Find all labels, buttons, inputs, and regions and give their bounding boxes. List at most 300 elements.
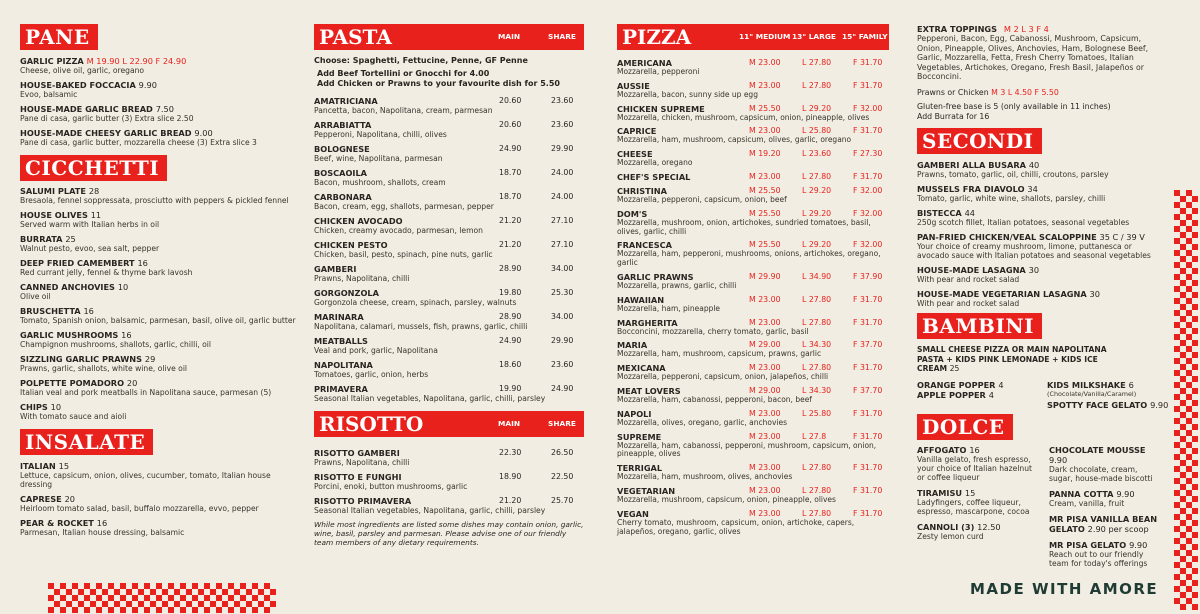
pizza-row	[617, 172, 889, 182]
cicchetti-item-desc: Bresaola, fennel soppressata, prosciutto with peppers & pickled fennel	[20, 196, 289, 205]
cicchetti-item-name-line	[20, 354, 300, 364]
pane-item	[20, 128, 300, 147]
pasta-col-share: SHARE	[548, 32, 576, 41]
pizza-price-medium: M 29.00	[749, 385, 781, 395]
pane-item-desc: Pane di casa, garlic butter (3) Extra slice 2.50	[20, 114, 194, 123]
checkered-border-right	[1174, 190, 1198, 610]
pizza-price-family: F 32.00	[853, 103, 883, 113]
pasta-row	[314, 264, 584, 283]
insalate-item-name: CAPRESE	[20, 494, 62, 504]
pizza-price-medium: M 23.00	[749, 317, 781, 327]
risotto-item-share-price: 26.50	[551, 448, 574, 457]
pizza-row	[617, 486, 889, 505]
orange-popper-name: ORANGE POPPER	[917, 379, 996, 390]
secondi-item-desc: Tomato, garlic, white wine, shallots, parsley, chilli	[917, 194, 1106, 203]
insalate-item-name: PEAR & ROCKET	[20, 518, 94, 528]
cicchetti-item-name: POLPETTE POMADORO	[20, 378, 125, 388]
bambini-combo-price: 25	[949, 364, 960, 373]
pizza-price-family: F 32.00	[853, 208, 883, 218]
cicchetti-item-name: HOUSE OLIVES	[20, 210, 88, 220]
secondi-list	[917, 160, 1162, 308]
insalate-item-price: 15	[58, 461, 70, 471]
pizza-item-name: NAPOLI	[617, 408, 652, 419]
burrata-note: Add Burrata for 16	[917, 111, 990, 121]
pizza-heading: PIZZA	[622, 25, 692, 49]
pasta-item-name: ARRABIATTA	[314, 120, 372, 130]
pizza-item-name: GARLIC PRAWNS	[617, 271, 694, 282]
cicchetti-item-name-line	[20, 186, 300, 196]
pizza-price-medium: M 23.00	[749, 431, 781, 441]
dolce-item-name: TIRAMISU	[917, 487, 963, 498]
dolce-item-desc: Vanilla gelato, fresh espresso, your choice of Italian hazelnut or coffee liqueur	[917, 454, 1033, 482]
pasta-item-main-price: 28.90	[499, 264, 522, 273]
cicchetti-item-name: CHIPS	[20, 402, 48, 412]
dolce-item-name-line	[1049, 445, 1159, 465]
pizza-price-medium: M 25.50	[749, 103, 781, 113]
extra-toppings-list: Pepperoni, Bacon, Egg, Cabanossi, Mushroom, Capsicum, Onion, Pineapple, Olives, Anchovies, Ham, Bolognese Beef, Garlic, Mozzarella, Fetta, Fresh Cherry Tomatoes, Italian Vegetables, Artichokes, Oregano, Fresh Basil, Jalapeños or Bocconcini.	[917, 34, 1149, 81]
pizza-item-name: VEGAN	[617, 508, 649, 519]
pasta-header-bar	[314, 24, 584, 50]
pizza-price-medium: M 23.00	[749, 463, 781, 473]
risotto-note: While most ingredients are listed some dishes may contain onion, garlic, wine, basil, parsley and parmesan. Please advise one of our friendly team members of any dietary requirements.	[314, 520, 584, 547]
pizza-item-name: AMERICANA	[617, 58, 672, 68]
pizza-price-medium: M 25.50	[749, 208, 781, 218]
pasta-row	[314, 360, 584, 379]
pizza-price-family: F 37.70	[853, 385, 883, 395]
pasta-add-2: Add Chicken or Prawns to your favourite dish for 5.50	[317, 79, 560, 88]
pasta-item-share-price: 27.10	[551, 240, 574, 249]
dolce-item-price: 9.90	[1116, 488, 1135, 499]
pasta-item-main-price: 18.60	[499, 360, 522, 369]
insalate-item	[20, 461, 300, 489]
pasta-item-desc: Seasonal Italian vegetables, Napolitana, garlic, chilli, parsley	[314, 394, 546, 403]
pizza-price-large: L 29.20	[802, 103, 832, 113]
dolce-item-name-line	[917, 445, 1041, 455]
secondi-item-name-line	[917, 289, 1162, 299]
cicchetti-item	[20, 402, 300, 421]
pizza-price-family: F 31.70	[853, 431, 883, 441]
insalate-item-name-line	[20, 518, 300, 528]
dolce-item-name-line	[917, 522, 1041, 532]
pizza-price-family: F 37.90	[853, 271, 883, 281]
secondi-item-price: 44	[964, 208, 975, 218]
dolce-item-name: AFFOGATO	[917, 444, 967, 455]
cicchetti-item	[20, 234, 300, 253]
pizza-item-name: CHEF'S SPECIAL	[617, 171, 691, 182]
pizza-price-medium: M 23.00	[749, 80, 781, 90]
cicchetti-item-price: 20	[126, 378, 138, 388]
pane-item-name-line	[20, 104, 300, 114]
risotto-row	[314, 496, 584, 515]
pasta-item-desc: Napolitana, calamari, mussels, fish, prawns, garlic, chilli	[314, 322, 528, 331]
secondi-item-desc: Your choice of creamy mushroom, limone, puttanesca or avocado sauce with Italian potatoes and seasonal vegetables	[917, 242, 1151, 260]
pasta-row	[314, 384, 584, 403]
pasta-row	[314, 288, 584, 307]
cicchetti-item-name: DEEP FRIED CAMEMBERT	[20, 258, 135, 268]
pane-item-name-line	[20, 128, 300, 138]
pane-item-price: 9.90	[138, 80, 157, 90]
cicchetti-item-name: GARLIC MUSHROOMS	[20, 330, 119, 340]
pasta-item-share-price: 29.90	[551, 144, 574, 153]
cicchetti-item	[20, 330, 300, 349]
pizza-item-desc: Mozzarella, ham, cabanossi, pepperoni, mushroom, capsicum, onion, pineapple, olives	[617, 440, 877, 459]
pane-item-name: HOUSE-MADE CHEESY GARLIC BREAD	[20, 128, 192, 138]
pizza-row	[617, 386, 889, 405]
pasta-item-desc: Tomatoes, garlic, onion, herbs	[314, 370, 429, 379]
risotto-item-name: RISOTTO GAMBERI	[314, 448, 400, 458]
pane-list	[20, 56, 300, 147]
secondi-item-name: BISTECCA	[917, 208, 962, 218]
pizza-price-medium: M 23.00	[749, 408, 781, 418]
pasta-item-share-price: 34.00	[551, 264, 574, 273]
pizza-item-desc: Bocconcini, mozzarella, cherry tomato, garlic, basil	[617, 326, 809, 336]
secondi-item-name: HOUSE-MADE VEGETARIAN LASAGNA	[917, 289, 1087, 299]
cicchetti-item-desc: Red currant jelly, fennel & thyme bark lavosh	[20, 268, 193, 277]
pizza-price-family: F 32.00	[853, 185, 883, 195]
risotto-col-share: SHARE	[548, 419, 576, 428]
bambini-extras	[917, 379, 1169, 412]
spotty-face-gelato-price: 9.90	[1150, 399, 1169, 410]
pizza-item-desc: Mozzarella, ham, mushroom, capsicum, prawns, garlic	[617, 349, 822, 359]
dolce-item-desc: Reach out to our friendly team for today's offerings	[1049, 549, 1148, 568]
pizza-col-medium: 11" MEDIUM	[739, 32, 791, 41]
risotto-row	[314, 472, 584, 491]
cicchetti-item-price: 16	[137, 258, 148, 268]
risotto-list	[314, 448, 584, 515]
apple-popper-name: APPLE POPPER	[917, 389, 986, 400]
insalate-item	[20, 518, 300, 537]
pizza-price-family: F 27.30	[853, 149, 883, 159]
risotto-item-desc: Prawns, Napolitana, chilli	[314, 458, 410, 467]
orange-popper	[917, 380, 1004, 390]
pasta-item-desc: Gorgonzola cheese, cream, spinach, parsley, walnuts	[314, 298, 517, 307]
column-1	[20, 0, 300, 542]
insalate-item-desc: Lettuce, capsicum, onion, olives, cucumber, tomato, Italian house dressing	[20, 471, 271, 489]
pizza-price-family: F 31.70	[853, 363, 883, 373]
dolce-item	[1049, 445, 1159, 483]
pasta-item-desc: Veal and pork, garlic, Napolitana	[314, 346, 438, 355]
pasta-item-desc: Prawns, Napolitana, chilli	[314, 274, 410, 283]
pane-item-name-line	[20, 80, 300, 90]
extra-toppings-title	[917, 24, 1162, 34]
secondi-item	[917, 265, 1162, 284]
pane-item-desc: Pane di casa, garlic butter, mozzarella cheese (3) Extra slice 3	[20, 138, 257, 147]
dolce-item-price: 16	[969, 444, 980, 455]
pasta-item-main-price: 18.70	[499, 192, 522, 201]
pizza-price-large: L 25.80	[802, 408, 832, 418]
pasta-row	[314, 120, 584, 139]
pizza-list	[617, 58, 889, 536]
kids-milkshake	[1047, 380, 1134, 390]
pasta-row	[314, 240, 584, 259]
risotto-item-desc: Porcini, enoki, button mushrooms, garlic	[314, 482, 468, 491]
pasta-item-name: GAMBERI	[314, 264, 357, 274]
pasta-item-name: AMATRICIANA	[314, 96, 378, 106]
pizza-item-desc: Mozzarella, ham, mushroom, olives, anchovies	[617, 472, 793, 482]
pizza-price-family: F 31.70	[853, 463, 883, 473]
cicchetti-item	[20, 354, 300, 373]
pizza-item-name: CAPRICE	[617, 126, 657, 137]
pizza-price-family: F 31.70	[853, 408, 883, 418]
pizza-item-desc: Mozzarella, pepperoni, capsicum, onion, jalapeños, chilli	[617, 372, 829, 382]
pizza-row	[617, 295, 889, 314]
pizza-item-name: DOM'S	[617, 208, 648, 219]
dolce-item-name-line	[1049, 514, 1159, 534]
pasta-row	[314, 336, 584, 355]
pizza-item-desc: Mozzarella, ham, pineapple	[617, 303, 721, 313]
pizza-price-large: L 29.20	[802, 185, 832, 195]
pizza-price-large: L 27.80	[802, 317, 832, 327]
secondi-item-name-line	[917, 184, 1162, 194]
secondi-item-price: 40	[1028, 160, 1040, 170]
cicchetti-heading: CICCHETTI	[20, 155, 167, 181]
bambini-combo	[917, 345, 1117, 374]
pizza-item-name: MARGHERITA	[617, 317, 678, 328]
pizza-item-name: MARIA	[617, 340, 648, 351]
pizza-item-desc: Mozzarella, mushroom, onion, artichokes, sundried tomatoes, basil, olives, garlic, chilli	[617, 217, 871, 236]
dolce-item-name-line	[1049, 489, 1159, 499]
pasta-add-1: Add Beef Tortellini or Gnocchi for 4.00	[317, 69, 490, 78]
dolce-item-price: 15	[964, 487, 976, 498]
pizza-row	[617, 104, 889, 123]
dolce-item-desc: Cream, vanilla, fruit	[1049, 498, 1125, 508]
pasta-item-desc: Beef, wine, Napolitana, parmesan	[314, 154, 443, 163]
pizza-row	[617, 509, 889, 537]
checkered-border-left	[48, 583, 276, 613]
prawns-chicken-sizes: M 3 L 4.50 F 5.50	[991, 87, 1059, 97]
secondi-item-name: MUSSELS FRA DIAVOLO	[917, 184, 1025, 194]
pasta-item-main-price: 24.90	[499, 336, 522, 345]
risotto-item-main-price: 18.90	[499, 472, 522, 481]
cicchetti-item-price: 10	[117, 282, 129, 292]
dolce-item-desc: Dark chocolate, cream, sugar, house-made biscotti	[1049, 464, 1153, 483]
pizza-price-medium: M 29.90	[749, 271, 781, 281]
pizza-price-large: L 27.80	[802, 508, 832, 518]
cicchetti-item	[20, 210, 300, 229]
pizza-price-large: L 27.80	[802, 80, 832, 90]
pane-item	[20, 80, 300, 99]
pizza-price-large: L 27.80	[802, 58, 832, 67]
cicchetti-item-name-line	[20, 306, 300, 316]
prawns-chicken-line	[917, 88, 1162, 98]
pizza-item-desc: Mozzarella, prawns, garlic, chilli	[617, 280, 737, 290]
insalate-item-desc: Parmesan, Italian house dressing, balsamic	[20, 528, 185, 537]
pizza-row	[617, 240, 889, 268]
pizza-price-medium: M 23.00	[749, 363, 781, 373]
pasta-item-name: MEATBALLS	[314, 336, 368, 346]
pane-item-desc: Cheese, olive oil, garlic, oregano	[20, 66, 145, 75]
pizza-col-family: 15" FAMILY	[842, 32, 888, 41]
cicchetti-item-price: 16	[83, 306, 94, 316]
risotto-item-desc: Seasonal Italian vegetables, Napolitana, garlic, chilli, parsley	[314, 506, 546, 515]
cicchetti-item-desc: With tomato sauce and aioli	[20, 412, 127, 421]
cicchetti-item	[20, 258, 300, 277]
dolce-item-desc: Zesty lemon curd	[917, 531, 984, 541]
pizza-item-name: CHEESE	[617, 149, 653, 160]
dolce-item-name: PANNA COTTA	[1049, 488, 1114, 499]
cicchetti-item-price: 28	[88, 186, 100, 196]
secondi-item-price: 34	[1027, 184, 1038, 194]
pane-heading: PANE	[20, 24, 98, 50]
pane-item-price: M 19.90 L 22.90 F 24.90	[86, 56, 187, 66]
pasta-item-main-price: 21.20	[499, 240, 522, 249]
pane-item-name: HOUSE-BAKED FOCCACIA	[20, 80, 136, 90]
pane-item	[20, 56, 300, 75]
insalate-item-name-line	[20, 494, 300, 504]
pasta-item-name: CHICKEN PESTO	[314, 240, 388, 250]
cicchetti-item-desc: Champignon mushrooms, shallots, garlic, chilli, oil	[20, 340, 211, 349]
secondi-item-desc: With pear and rocket salad	[917, 275, 1020, 284]
pasta-choose: Choose: Spaghetti, Fettucine, Penne, GF Penne	[314, 56, 528, 65]
dolce-item	[1049, 540, 1159, 568]
secondi-item-price: 30	[1028, 265, 1040, 275]
secondi-item-price: 30	[1089, 289, 1100, 299]
spotty-face-gelato	[1047, 400, 1168, 410]
dolce-item-name-line	[1049, 540, 1159, 550]
pasta-row	[314, 216, 584, 235]
pizza-item-name: CHICKEN SUPREME	[617, 103, 705, 114]
dolce-heading: DOLCE	[917, 414, 1013, 440]
orange-popper-price: 4	[998, 379, 1004, 390]
pizza-price-family: F 31.70	[853, 171, 883, 181]
pasta-row	[314, 312, 584, 331]
pasta-item-name: BOSCAOILA	[314, 168, 368, 178]
pizza-item-name: MEAT LOVERS	[617, 385, 681, 396]
pizza-row	[617, 272, 889, 291]
pizza-item-name: HAWAIIAN	[617, 294, 665, 305]
pasta-heading: PASTA	[319, 25, 392, 49]
insalate-heading: INSALATE	[20, 429, 153, 455]
pizza-price-medium: M 23.00	[749, 294, 781, 304]
cicchetti-item	[20, 306, 300, 325]
pizza-price-large: L 27.80	[802, 463, 832, 473]
secondi-item	[917, 289, 1162, 308]
cicchetti-item-price: 16	[121, 330, 132, 340]
pane-item-price: 9.00	[194, 128, 213, 138]
secondi-item-name: HOUSE-MADE LASAGNA	[917, 265, 1026, 275]
column-4	[917, 0, 1169, 568]
pizza-price-large: L 34.90	[802, 271, 832, 281]
risotto-item-main-price: 22.30	[499, 448, 522, 457]
pizza-price-large: L 34.30	[802, 385, 832, 395]
prawns-chicken-label: Prawns or Chicken	[917, 87, 989, 97]
pasta-row	[314, 144, 584, 163]
dolce-item	[917, 522, 1041, 541]
pizza-price-large: L 34.30	[802, 340, 832, 350]
pizza-price-family: F 32.00	[853, 240, 883, 250]
pasta-item-share-price: 23.60	[551, 120, 574, 129]
dolce-left-list	[917, 445, 1041, 547]
dolce-right-list	[1049, 445, 1159, 574]
pizza-price-large: L 25.80	[802, 126, 832, 136]
pizza-price-medium: M 23.00	[749, 508, 781, 518]
pizza-price-large: L 27.80	[802, 485, 832, 495]
cicchetti-item-desc: Served warm with Italian herbs in oil	[20, 220, 160, 229]
pizza-item-name: AUSSIE	[617, 80, 650, 91]
cicchetti-item-desc: Tomato, Spanish onion, balsamic, parmesan, basil, olive oil, garlic butter	[20, 316, 296, 325]
secondi-item-desc: Prawns, tomato, garlic, oil, chilli, croutons, parsley	[917, 170, 1109, 179]
risotto-item-main-price: 21.20	[499, 496, 522, 505]
secondi-item-desc: With pear and rocket salad	[917, 299, 1020, 308]
dolce-item-name-line	[917, 488, 1041, 498]
pasta-col-main: MAIN	[498, 32, 521, 41]
dolce-item	[917, 488, 1041, 516]
secondi-item-desc: 250g scotch fillet, Italian potatoes, seasonal vegetables	[917, 218, 1130, 227]
pizza-price-large: L 27.80	[802, 171, 832, 181]
secondi-item-name-line	[917, 232, 1162, 242]
dolce-item-price: 12.50	[977, 521, 1001, 532]
dolce-item-name: CHOCOLATE MOUSSE	[1049, 444, 1146, 455]
secondi-item-name-line	[917, 160, 1162, 170]
pizza-col-large: 13" LARGE	[792, 32, 836, 41]
cicchetti-item-price: 25	[65, 234, 76, 244]
dolce-item-price: 9.90	[1129, 539, 1148, 550]
pizza-price-large: L 27.80	[802, 363, 832, 373]
pasta-item-main-price: 20.60	[499, 120, 522, 129]
dolce-item	[917, 445, 1041, 482]
pizza-row	[617, 340, 889, 359]
pizza-price-family: F 31.70	[853, 58, 883, 67]
pasta-item-share-price: 24.90	[551, 384, 574, 393]
pizza-header-bar	[617, 24, 889, 50]
pane-item-name-line	[20, 56, 300, 66]
pizza-price-large: L 29.20	[802, 240, 832, 250]
pizza-price-large: L 27.80	[802, 294, 832, 304]
pizza-item-desc: Mozzarella, pepperoni	[617, 67, 700, 76]
cicchetti-item-price: 11	[90, 210, 102, 220]
pizza-row	[617, 318, 889, 337]
secondi-item-name: PAN-FRIED CHICKEN/VEAL SCALOPPINE	[917, 232, 1097, 242]
pizza-price-medium: M 25.50	[749, 240, 781, 250]
secondi-item-price: 35 C / 39 V	[1099, 232, 1145, 242]
pizza-price-medium: M 23.00	[749, 485, 781, 495]
cicchetti-item-name-line	[20, 210, 300, 220]
pizza-item-name: MEXICANA	[617, 363, 666, 374]
pasta-item-name: BOLOGNESE	[314, 144, 370, 154]
pizza-item-name: CHRISTINA	[617, 185, 667, 196]
pizza-row	[617, 149, 889, 168]
pasta-row	[314, 168, 584, 187]
pasta-item-share-price: 23.60	[551, 360, 574, 369]
column-2	[314, 0, 584, 547]
pasta-item-desc: Pancetta, bacon, Napolitana, cream, parmesan	[314, 106, 493, 115]
pizza-item-desc: Mozzarella, bacon, sunny side up egg	[617, 89, 758, 99]
pasta-item-main-price: 28.90	[499, 312, 522, 321]
pasta-row	[314, 96, 584, 115]
pane-item-price: 7.50	[155, 104, 174, 114]
pasta-item-desc: Bacon, mushroom, shallots, cream	[314, 178, 446, 187]
pizza-price-family: F 31.70	[853, 508, 883, 518]
pizza-row	[617, 409, 889, 428]
apple-popper	[917, 390, 994, 400]
pizza-price-medium: M 29.00	[749, 340, 781, 350]
pizza-row	[617, 58, 889, 77]
pizza-row	[617, 363, 889, 382]
cicchetti-item-name-line	[20, 378, 300, 388]
cicchetti-item-desc: Walnut pesto, evoo, sea salt, pepper	[20, 244, 160, 253]
secondi-item-name: GAMBERI ALLA BUSARA	[917, 160, 1026, 170]
pasta-item-share-price: 29.90	[551, 336, 574, 345]
cicchetti-item-name: CANNED ANCHOVIES	[20, 282, 115, 292]
pizza-item-desc: Mozzarella, oregano	[617, 158, 693, 168]
pasta-item-main-price: 19.80	[499, 288, 522, 297]
kids-milkshake-name: KIDS MILKSHAKE	[1047, 379, 1126, 390]
pasta-item-desc: Bacon, cream, egg, shallots, parmesan, pepper	[314, 202, 494, 211]
pizza-price-large: L 23.60	[802, 149, 832, 159]
extra-toppings-sizes: M 2 L 3 F 4	[1003, 24, 1049, 34]
pizza-row	[617, 186, 889, 205]
pizza-price-large: L 27.8	[802, 431, 827, 441]
